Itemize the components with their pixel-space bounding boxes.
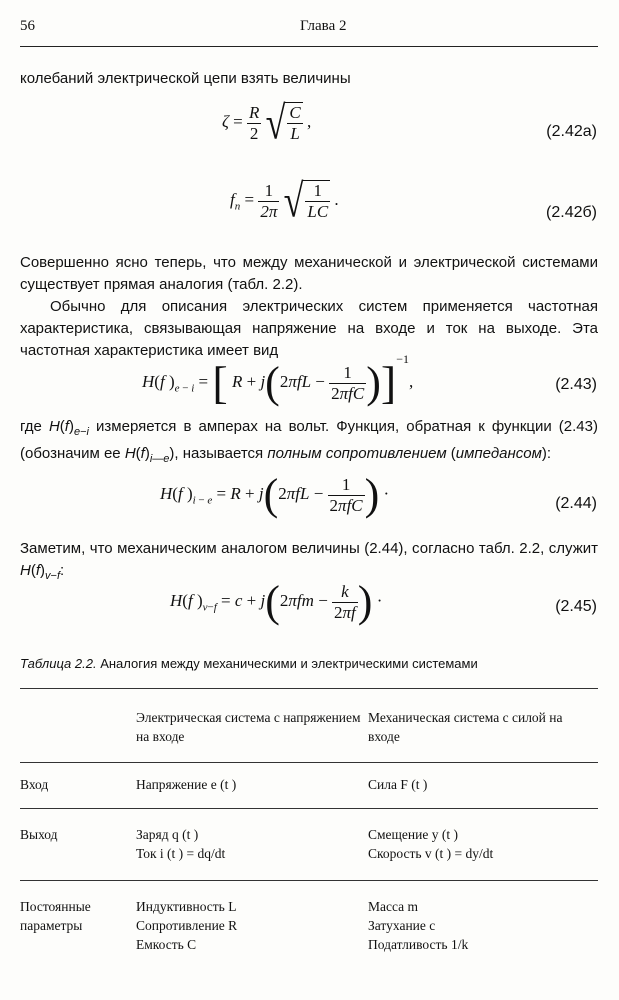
header-rule bbox=[20, 46, 598, 47]
row-label-input: Вход bbox=[20, 777, 49, 792]
row-label-output: Выход bbox=[20, 827, 58, 842]
table-rule bbox=[20, 762, 598, 763]
cell-mechanical: Смещение y (t ) bbox=[368, 827, 458, 842]
cell-mechanical: Податливость 1/k bbox=[368, 937, 469, 952]
paragraph-impedance: где $H(f)_{e-i}$ измеряется в амперах на вольт. Функция, обратная к функции (2.43) (обозначим ее $H(f)_{i—e}$), называется полным сопротивлением (импедансом): bbox=[20, 418, 598, 465]
cell-electric: Заряд q (t ) bbox=[136, 827, 199, 842]
cell-mechanical: Масса m bbox=[368, 899, 419, 914]
table-rule bbox=[20, 808, 598, 809]
paragraph-frequency-response: Обычно для описания электрических систем применяется частотная характеристика, связывающая напряжение на входе и ток на выходе. Эта частотная характеристика имеет вид bbox=[20, 298, 598, 359]
chapter-title: Глава 2 bbox=[300, 18, 347, 34]
cell-mechanical: Скорость v (t ) = dy/dt bbox=[368, 846, 494, 861]
col-header-mechanical: Механическая система с силой на входе bbox=[368, 710, 563, 744]
equation-number-2-43: (2.43) bbox=[555, 376, 597, 393]
row-label-parameters: Постоянные параметры bbox=[20, 899, 91, 933]
cell-electric: Ток i (t ) = dq/dt bbox=[136, 846, 226, 861]
equation-number-2-44: (2.44) bbox=[555, 495, 597, 512]
equation-2-42b: $f_n$ = $\frac{1}{2\pi}$ √ $\frac{1}{LC}$ . bbox=[230, 175, 339, 227]
cell-electric: Сопротивление R bbox=[136, 918, 238, 933]
table-rule bbox=[20, 880, 598, 881]
cell-electric: Напряжение e (t ) bbox=[136, 777, 237, 792]
cell-electric: Индуктивность L bbox=[136, 899, 237, 914]
table-top-rule bbox=[20, 688, 598, 689]
cell-mechanical: Затухание c bbox=[368, 918, 436, 933]
paragraph-mechanical-analog: Заметим, что механическим аналогом величины (2.44), согласно табл. 2.2, служит $H(f)_{v-f}$: bbox=[20, 540, 598, 582]
equation-2-43: H(f )$_{e - i}$ = [ R + j(2πfL − $\frac{1}{\text{2πfC}}$ )]$^{-1}$, bbox=[142, 352, 414, 409]
table-caption: Таблица 2.2. Аналогия между механическими и электрическими системами bbox=[20, 656, 478, 671]
page-number: 56 bbox=[20, 18, 35, 34]
col-header-electric: Электрическая система с напряжением на входе bbox=[136, 710, 361, 744]
equation-number-2-42a: (2.42а) bbox=[546, 123, 597, 140]
equation-2-44: H(f )$_{i - e} = R + j(2\pi fL$ − $\frac{1}{\text{2πfC}}$ ) · bbox=[160, 470, 390, 519]
cell-mechanical: Сила F (t ) bbox=[368, 777, 428, 792]
equation-2-42a: ζ = $\frac{R}{2}$ √ $\frac{C}{L}$ , bbox=[222, 97, 312, 149]
intro-text: колебаний электрической цепи взять величины bbox=[20, 70, 351, 87]
equation-number-2-42b: (2.42б) bbox=[546, 204, 597, 221]
paragraph-analogy: Совершенно ясно теперь, что между механической и электрической системами существует прямая аналогия (табл. 2.2). bbox=[20, 254, 598, 293]
cell-electric: Емкость C bbox=[136, 937, 197, 952]
equation-2-45: H(f )$_{v-f} = c + j(2\pi fm$ − $\frac{k}{2\pi f}$ ) · bbox=[170, 577, 383, 626]
equation-number-2-45: (2.45) bbox=[555, 598, 597, 615]
